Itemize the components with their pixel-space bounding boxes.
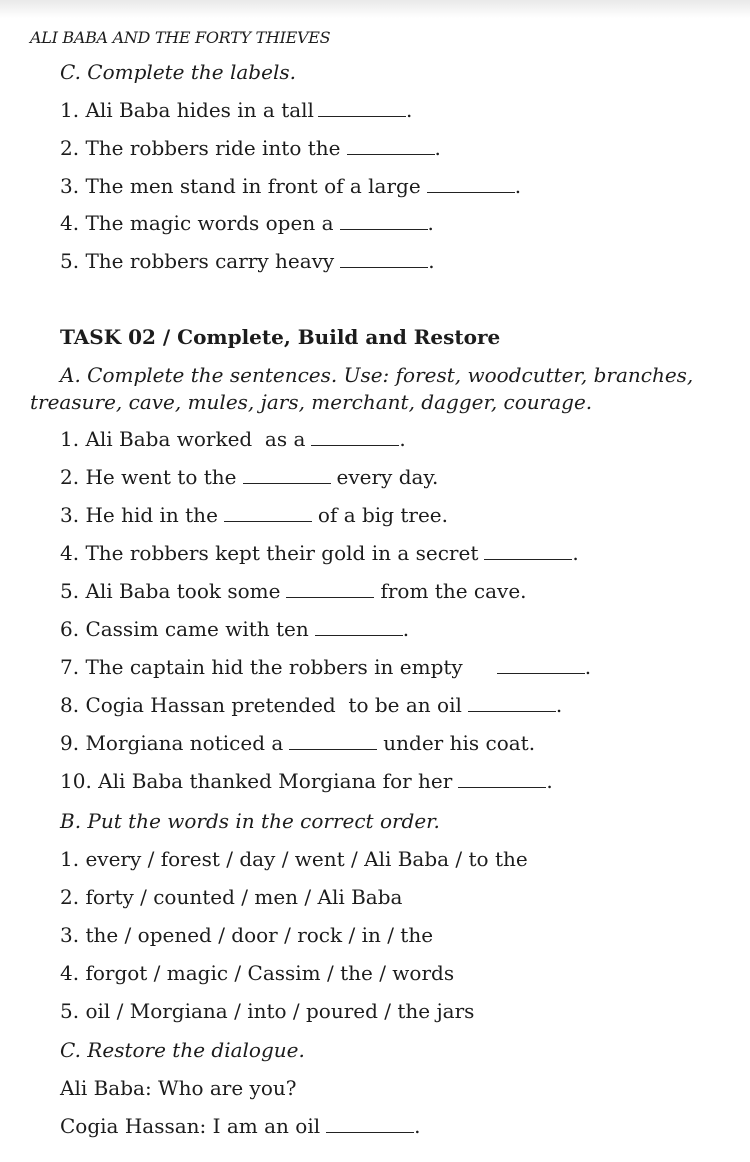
label-item-text: 2. The robbers ride into the bbox=[60, 136, 341, 160]
label-item-end: . bbox=[434, 136, 441, 160]
page-edge-shadow bbox=[0, 0, 750, 18]
sentence-end: under his coat. bbox=[383, 731, 536, 755]
sentence-text: 4. The robbers kept their gold in a secret bbox=[60, 541, 479, 565]
answer-blank[interactable] bbox=[243, 469, 331, 484]
sentence-item-1 bbox=[60, 427, 406, 451]
sentence-end: every day. bbox=[336, 465, 439, 489]
answer-blank[interactable] bbox=[326, 1118, 414, 1133]
answer-blank[interactable] bbox=[318, 102, 406, 117]
sentence-text: 10. Ali Baba thanked Morgiana for her bbox=[60, 769, 453, 793]
sentence-end: . bbox=[555, 693, 563, 717]
answer-blank[interactable] bbox=[224, 507, 312, 522]
answer-blank[interactable] bbox=[315, 621, 403, 636]
section-c-heading: C. Restore the dialogue. bbox=[60, 1038, 305, 1062]
sentence-end: . bbox=[546, 769, 553, 793]
label-item-end: . bbox=[405, 98, 413, 122]
sentence-end: . bbox=[399, 427, 406, 451]
answer-blank[interactable] bbox=[468, 697, 556, 712]
section-b-heading: B. Put the words in the correct order. bbox=[60, 809, 440, 833]
label-item-text: 4. The magic words open a bbox=[60, 211, 334, 235]
label-item-2 bbox=[60, 136, 441, 160]
answer-blank[interactable] bbox=[458, 773, 546, 788]
answer-blank[interactable] bbox=[311, 431, 399, 446]
answer-blank[interactable] bbox=[347, 140, 435, 155]
label-item-end: . bbox=[427, 211, 434, 235]
answer-blank[interactable] bbox=[484, 545, 572, 560]
sentence-item-7 bbox=[60, 655, 591, 679]
word-order-item-5: 5. oil / Morgiana / into / poured / the jars bbox=[60, 999, 475, 1023]
word-order-item-4: 4. forgot / magic / Cassim / the / words bbox=[60, 961, 455, 985]
sentence-item-5 bbox=[60, 579, 527, 603]
dialogue-line-2 bbox=[60, 1114, 420, 1138]
sentence-item-4 bbox=[60, 541, 579, 565]
sentence-item-10 bbox=[60, 769, 553, 793]
label-item-text: 1. Ali Baba hides in a tall bbox=[60, 98, 314, 122]
answer-blank[interactable] bbox=[497, 659, 585, 674]
sentence-end: . bbox=[572, 541, 579, 565]
answer-blank[interactable] bbox=[427, 178, 515, 193]
section-a-instruction: A. Complete the sentences. Use: forest, woodcutter, branches, treasure, cave, mules, jars, merchant, dagger, courage. bbox=[30, 363, 694, 414]
word-order-item-2: 2. forty / counted / men / Ali Baba bbox=[60, 885, 403, 909]
sentence-item-8 bbox=[60, 693, 562, 717]
label-item-text: 3. The men stand in front of a large bbox=[60, 174, 421, 198]
word-order-item-1: 1. every / forest / day / went / Ali Baba / to the bbox=[60, 847, 528, 871]
sentence-end: . bbox=[402, 617, 410, 641]
sentence-text: 3. He hid in the bbox=[60, 503, 218, 527]
dialogue-text: Cogia Hassan: I am an oil bbox=[60, 1114, 321, 1138]
label-item-3 bbox=[60, 174, 521, 198]
sentence-end: of a big tree. bbox=[317, 503, 448, 527]
sentence-item-3 bbox=[60, 503, 448, 527]
word-order-item-3: 3. the / opened / door / rock / in / the bbox=[60, 923, 434, 947]
labels-heading: C. Complete the labels. bbox=[60, 60, 296, 84]
sentence-text: 9. Morgiana noticed a bbox=[60, 731, 284, 755]
sentence-text: 6. Cassim came with ten bbox=[60, 617, 309, 641]
running-head: ALI BABA AND THE FORTY THIEVES bbox=[30, 28, 331, 47]
answer-blank[interactable] bbox=[340, 215, 428, 230]
label-item-end: . bbox=[514, 174, 522, 198]
sentence-item-9 bbox=[60, 731, 535, 755]
sentence-text: 1. Ali Baba worked as a bbox=[60, 427, 306, 451]
answer-blank[interactable] bbox=[286, 583, 374, 598]
sentence-text: 2. He went to the bbox=[60, 465, 237, 489]
dialogue-end: . bbox=[414, 1114, 421, 1138]
answer-blank[interactable] bbox=[340, 253, 428, 268]
sentence-end: from the cave. bbox=[380, 579, 527, 603]
sentence-text: 7. The captain hid the robbers in empty bbox=[60, 655, 463, 679]
sentence-item-6 bbox=[60, 617, 409, 641]
answer-blank[interactable] bbox=[289, 735, 377, 750]
sentence-text: 5. Ali Baba took some bbox=[60, 579, 281, 603]
label-item-4 bbox=[60, 211, 434, 235]
label-item-1 bbox=[60, 98, 412, 122]
sentence-item-2 bbox=[60, 465, 438, 489]
label-item-5 bbox=[60, 249, 435, 273]
task-heading: TASK 02 / Complete, Build and Restore bbox=[60, 325, 501, 349]
sentence-text: 8. Cogia Hassan pretended to be an oil bbox=[60, 693, 462, 717]
dialogue-line-1: Ali Baba: Who are you? bbox=[60, 1076, 297, 1100]
label-item-end: . bbox=[428, 249, 435, 273]
sentence-end: . bbox=[584, 655, 592, 679]
label-item-text: 5. The robbers carry heavy bbox=[60, 249, 335, 273]
